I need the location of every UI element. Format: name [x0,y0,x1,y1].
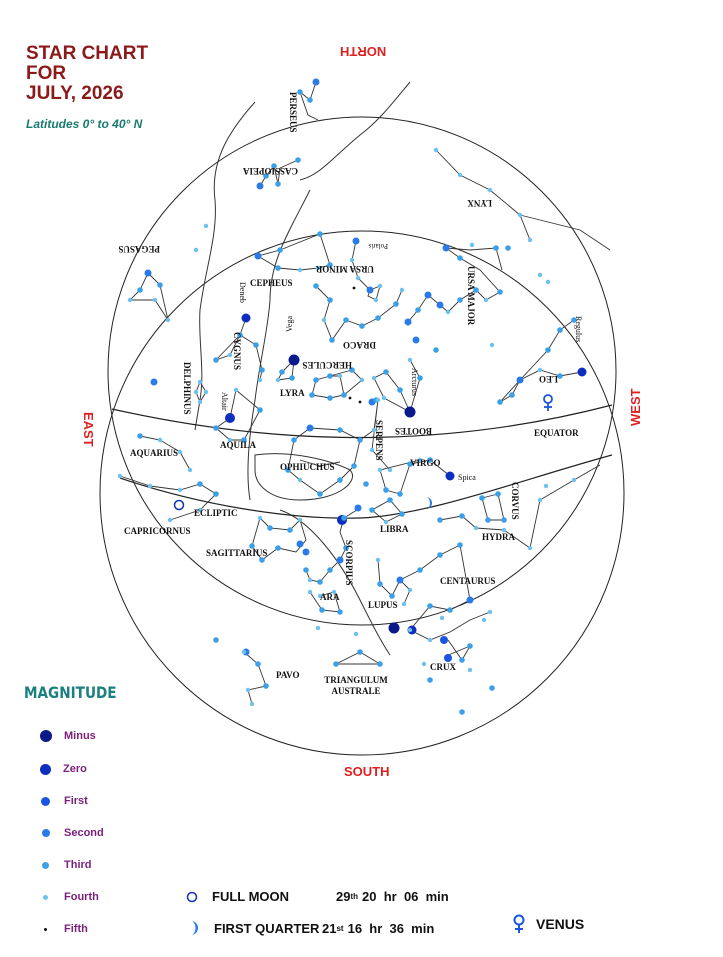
star [360,378,364,382]
legend-dot-fifth [44,928,47,931]
legend-dot-second [42,829,50,837]
star [333,661,339,667]
libra-lines [372,500,402,522]
star [128,298,132,302]
star [322,318,326,322]
star-centaurus-e [397,577,404,584]
star-alioth [425,292,432,299]
star [158,438,162,442]
first-quarter-day: 21 [322,920,337,936]
star-arcturus [405,407,416,418]
star [440,616,444,620]
star [408,628,412,632]
star [383,487,389,493]
star [298,268,302,272]
label-pavo: PAVO [276,670,300,680]
star [197,481,203,487]
pavo-lines [244,652,266,704]
label-crux: CRUX [430,662,456,672]
full-moon-icon [186,891,198,903]
full-moon-row [186,889,449,904]
star-alkaid [405,319,412,326]
star [263,683,269,689]
legend-dot-third [42,862,49,869]
star [437,517,443,523]
star [337,477,343,483]
star-acrux [444,654,452,662]
title-line-3: JULY, 2026 [26,83,124,104]
star [178,488,182,492]
label-pegasus: PEGASUS [118,244,160,254]
label-virgo: VIRGO [410,458,441,468]
star [194,390,198,394]
star [388,468,392,472]
star [341,392,347,398]
label-bootes: BOOTES [394,426,432,436]
star-deneb [242,314,251,323]
star-cassiopeia-a [257,183,264,190]
star [505,245,511,251]
star [137,433,143,439]
star [327,297,333,303]
legend-row-fourth [40,889,99,905]
leo-lines [500,320,582,402]
star [242,650,246,654]
star [317,491,323,497]
venus-icon [512,914,526,934]
star [372,376,376,380]
south-label: SOUTH [344,764,390,779]
hercules-lines [312,370,362,398]
label-ecliptic: ECLIPTIC [194,508,238,518]
star [467,643,473,649]
star [518,213,522,217]
star [350,258,354,262]
first-quarter-label: FIRST QUARTER [214,920,320,936]
corvus-lines [482,494,504,520]
legend-label-third: Third [64,859,92,871]
label-draco: DRACO [343,340,376,350]
label-hercules: HERCULES [302,360,352,370]
legend-row-zero [40,761,87,777]
star [275,265,281,271]
milky-way-ophiuchus-patch [255,454,353,500]
label-australe: AUSTRALE [331,686,381,696]
star [298,478,302,482]
star [275,181,281,187]
centaurus-lines [400,545,490,640]
star [337,427,343,433]
title-line-1: STAR CHART [26,43,149,64]
title-line-2: FOR [26,63,67,84]
star [528,546,532,550]
star [317,579,323,585]
star [188,468,192,472]
star [359,401,362,404]
star [378,468,382,472]
legend-row-third [40,857,92,873]
ursa-major-lines [408,248,502,322]
star [479,495,485,501]
star-kochab [367,287,374,294]
label-delphinus: DELPHINUS [182,362,192,415]
legend-label-fifth: Fifth [64,923,88,935]
label-altair: Altair [220,392,229,411]
venus-label: VENUS [536,916,585,932]
full-moon-marker [175,501,184,510]
star [166,318,170,322]
star [178,450,182,454]
first-quarter-time: 16 hr 36 min [347,920,435,936]
star [457,297,463,303]
star [387,497,393,503]
star [194,248,198,252]
star [482,618,486,622]
star [279,369,285,375]
star [153,298,157,302]
star [397,491,403,497]
legend-dot-minus [40,730,52,742]
star [488,610,492,614]
star [204,224,208,228]
star [433,347,439,353]
star [422,662,426,666]
label-regulus: Regulus [574,316,583,343]
star [137,287,143,293]
star [168,518,172,522]
star-mimosa [440,636,448,644]
star [357,649,363,655]
star [253,342,259,348]
star [485,517,491,523]
label-ursa-major: URSA MAJOR [466,266,476,326]
star [493,245,499,251]
star [402,602,406,606]
magnitude-legend-title: MAGNITUDE [24,683,117,702]
star [393,301,399,307]
star-kaus-australis [303,549,310,556]
star [495,491,501,497]
star [484,298,488,302]
legend-row-fifth [40,921,88,937]
full-moon-label: FULL MOON [212,889,290,904]
star [363,481,369,487]
star [349,397,352,400]
pegasus-lines [130,273,168,320]
star [528,238,532,242]
star [313,377,319,383]
legend-label-second: Second [64,827,104,839]
legend-dot-first [41,797,50,806]
star-pegasus-e [151,379,158,386]
star [389,593,395,599]
star-rasalhague [307,425,314,432]
star [374,298,378,302]
star [447,607,453,613]
star [470,243,474,247]
star [497,399,503,405]
star [428,638,432,642]
star [400,288,404,292]
label-vega: Vega [285,316,294,332]
star [474,526,478,530]
label-leo: LEO [538,374,558,384]
star [408,588,412,592]
star [327,567,333,573]
star-alderamin [255,253,262,260]
label-aquila: AQUILA [220,440,257,450]
label-cepheus: CEPHEUS [250,278,293,288]
legend-row-minus [40,728,96,744]
star-draco-eta [413,337,420,344]
star [316,626,320,630]
star [329,337,335,343]
star [376,558,380,562]
label-triangulum: TRIANGULUM [324,675,388,685]
star [382,396,386,400]
label-ophiuchus: OPHIUCHUS [280,462,335,472]
label-polaris: Polaris [368,242,388,250]
star [276,378,280,382]
legend-label-zero: Zero [63,763,87,775]
star-polaris [353,238,360,245]
star [489,685,495,691]
star [375,315,381,321]
star [457,542,463,548]
star [313,283,319,289]
latitude-range: Latitudes 0° to 40° N [26,117,143,131]
legend-dot-zero [40,764,51,775]
milky-way-edge-west [195,102,255,430]
label-arcturus: Arcturus [410,368,419,396]
star [415,307,421,313]
venus-row [512,914,584,934]
star [309,392,315,398]
star [497,289,503,295]
star [538,273,542,277]
star [317,231,323,237]
label-scorpius: SCORPIUS [344,540,354,586]
star [353,287,356,290]
star [354,632,358,636]
star [357,437,363,443]
label-perseus: PERSEUS [288,92,298,133]
legend-label-fourth: Fourth [64,891,99,903]
star [258,378,262,382]
star-altair [225,413,235,423]
star [538,368,542,372]
star [267,525,273,531]
star-menkent [467,597,474,604]
star [343,317,349,323]
star [327,373,333,379]
star-sargas [337,557,344,564]
star [246,688,250,692]
star-algieba [517,377,524,384]
star [255,661,261,667]
label-lynx: LYNX [467,198,492,208]
full-moon-day-suffix: th [350,892,359,901]
star [198,400,202,404]
milky-way-edge-south [280,510,390,655]
star [228,353,232,357]
star [572,478,576,482]
star [427,677,433,683]
star [257,407,263,413]
legend-label-first: First [64,795,88,807]
star [287,527,293,533]
star [258,516,262,520]
star [369,507,375,513]
star [459,657,465,663]
star [351,463,357,469]
star [399,511,405,517]
label-corvus: CORVUS [510,482,520,520]
star [157,282,163,288]
star [213,357,219,363]
star [303,567,309,573]
star-graffias [355,505,362,512]
star [341,515,347,521]
star [557,327,563,333]
lynx-lines [436,150,530,240]
star [377,581,383,587]
legend-label-minus: Minus [64,730,96,742]
label-capricornus: CAPRICORNUS [124,526,191,536]
star [376,398,380,402]
star [501,517,507,523]
label-hydra: HYDRA [482,532,515,542]
star [509,392,515,398]
star [148,484,152,488]
legend-dot-fourth [43,895,48,900]
star [213,637,219,643]
star [459,513,465,519]
full-moon-day: 29 [336,889,351,904]
star [434,148,438,152]
label-libra: LIBRA [380,524,409,534]
star [327,395,333,401]
star [544,484,548,488]
star [545,347,551,353]
label-ara: ARA [320,592,340,602]
star [356,276,360,280]
first-quarter-row [186,920,434,936]
star [377,661,383,667]
label-deneb: Deneb [238,282,247,303]
star [307,97,313,103]
star [437,552,443,558]
star [457,255,463,261]
star-vega [289,355,300,366]
star [291,437,297,443]
star-enif [145,270,152,277]
star [446,310,450,314]
legend-row-first [40,793,88,809]
star [378,284,382,288]
star [308,590,312,594]
label-lyra: LYRA [280,388,305,398]
draco-lines [316,286,402,340]
star [213,425,219,431]
star [338,374,342,378]
star [213,491,219,497]
label-sagittarius: SAGITTARIUS [206,548,268,558]
star [427,603,433,609]
north-label: NORTH [340,44,387,59]
star [488,188,492,192]
star-spica [446,472,455,481]
label-serpens: SERPENS [374,420,384,461]
star [359,323,365,329]
venus-marker [544,395,552,411]
east-label: EAST [81,412,96,447]
star [250,702,254,706]
star-mizar [437,302,444,309]
label-centaurus: CENTAURUS [440,576,496,586]
star [298,518,302,522]
star [277,247,283,253]
star [259,557,265,563]
label-aquarius: AQUARIUS [130,448,179,458]
west-label: WEST [628,388,643,426]
star [458,173,462,177]
label-ursa-minor: URSA MINOR [315,264,374,274]
label-spica: Spica [458,473,476,482]
star-nunki [297,541,304,548]
label-cassiopeia: CASSIOPEIA [242,166,298,176]
star [546,280,550,284]
star [275,545,281,551]
star-dubhe [443,245,450,252]
star [383,369,389,375]
star-regulus [578,368,587,377]
first-quarter-day-suffix: st [336,923,344,933]
star [459,709,465,715]
star [397,387,403,393]
full-moon-time: 20 hr 06 min [362,889,449,904]
label-equator: EQUATOR [534,428,579,438]
star [408,358,412,362]
legend-row-second [40,825,104,841]
star [289,375,295,381]
star-alpha-centauri [389,623,400,634]
star [234,388,238,392]
star [308,578,312,582]
star [370,448,374,452]
label-cygnus: CYGNUS [232,332,242,371]
first-quarter-icon [186,920,200,936]
star [337,609,343,615]
star [417,567,423,573]
star [198,380,202,384]
star [490,343,494,347]
star [204,390,208,394]
star [259,367,265,373]
star [118,474,122,478]
star [319,607,325,613]
star-mirfak [313,79,320,86]
lynx-extension [520,215,610,250]
star [468,668,472,672]
milky-way-edge-north [300,82,410,180]
star [538,498,542,502]
label-lupus: LUPUS [368,600,398,610]
star [295,157,301,163]
